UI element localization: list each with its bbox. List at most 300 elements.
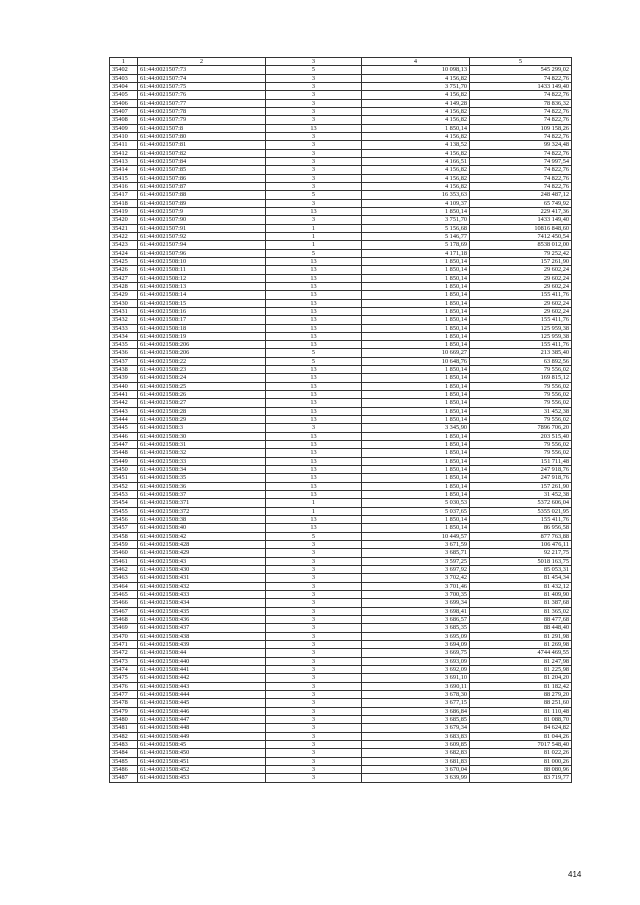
table-cell: 92 217,75 (470, 549, 572, 557)
table-cell: 61:44:0021508:14 (138, 291, 266, 299)
table-cell: 4744 469,55 (470, 649, 572, 657)
table-cell: 79 556,02 (470, 382, 572, 390)
table-cell: 3 686,57 (362, 615, 470, 623)
table-cell: 61:44:0021508:429 (138, 549, 266, 557)
table-cell: 3 677,15 (362, 699, 470, 707)
table-row (110, 216, 572, 224)
table-row (110, 416, 572, 424)
table-cell: 86 956,58 (470, 524, 572, 532)
table-cell: 61:44:0021508:432 (138, 582, 266, 590)
table-cell: 35418 (110, 199, 138, 207)
table-cell: 61:44:0021508:15 (138, 299, 266, 307)
table-row (110, 532, 572, 540)
table-row (110, 441, 572, 449)
table-cell: 29 602,24 (470, 274, 572, 282)
table-cell: 35411 (110, 141, 138, 149)
table-cell: 61:44:0021508:443 (138, 682, 266, 690)
table-cell: 79 556,02 (470, 399, 572, 407)
table-cell: 3 690,11 (362, 682, 470, 690)
table-cell: 81 022,26 (470, 749, 572, 757)
table-cell: 3 (266, 91, 362, 99)
table-cell: 155 411,76 (470, 341, 572, 349)
table-row (110, 507, 572, 515)
table-cell: 61:44:0021508:43 (138, 557, 266, 565)
table-cell: 1 850,14 (362, 407, 470, 415)
table-row (110, 124, 572, 132)
table-cell: 13 (266, 441, 362, 449)
table-cell: 35422 (110, 232, 138, 240)
table-cell: 81 365,02 (470, 607, 572, 615)
table-cell: 61:44:0021508:450 (138, 749, 266, 757)
table-cell: 5 178,69 (362, 241, 470, 249)
table-row (110, 374, 572, 382)
table-row (110, 432, 572, 440)
table-row (110, 482, 572, 490)
table-cell: 3 (266, 182, 362, 190)
table-row (110, 274, 572, 282)
table-cell: 61:44:0021508:19 (138, 332, 266, 340)
table-cell: 10 669,27 (362, 349, 470, 357)
table-cell: 3 (266, 715, 362, 723)
table-cell: 13 (266, 382, 362, 390)
table-cell: 3 (266, 699, 362, 707)
table-cell: 3 (266, 74, 362, 82)
table-cell: 1 850,14 (362, 324, 470, 332)
table-cell: 3 345,90 (362, 424, 470, 432)
table-cell: 13 (266, 374, 362, 382)
table-cell: 1 850,14 (362, 307, 470, 315)
table-row (110, 740, 572, 748)
table-row (110, 724, 572, 732)
table-row (110, 491, 572, 499)
table-cell: 35472 (110, 649, 138, 657)
table-cell: 35448 (110, 449, 138, 457)
table-cell: 3 (266, 615, 362, 623)
table-cell: 1 850,14 (362, 299, 470, 307)
table-header-row (110, 58, 572, 66)
table-cell: 35452 (110, 482, 138, 490)
table-cell: 106 476,11 (470, 541, 572, 549)
table-cell: 35440 (110, 382, 138, 390)
table-cell: 3 (266, 732, 362, 740)
table-cell: 61:44:0021507:77 (138, 99, 266, 107)
table-cell: 13 (266, 449, 362, 457)
table-row (110, 232, 572, 240)
table-row (110, 715, 572, 723)
table-row (110, 266, 572, 274)
table-cell: 61:44:0021508:434 (138, 599, 266, 607)
table-cell: 61:44:0021508:451 (138, 757, 266, 765)
table-cell: 81 291,98 (470, 632, 572, 640)
table-row (110, 449, 572, 457)
table-cell: 35435 (110, 341, 138, 349)
table-cell: 61:44:0021508:25 (138, 382, 266, 390)
table-cell: 35438 (110, 366, 138, 374)
table-cell: 7412 450,54 (470, 232, 572, 240)
table-cell: 61:44:0021508:16 (138, 307, 266, 315)
table-cell: 3 694,09 (362, 640, 470, 648)
table-row (110, 132, 572, 140)
table-cell: 35412 (110, 149, 138, 157)
table-cell: 1 850,14 (362, 466, 470, 474)
table-row (110, 640, 572, 648)
table-cell: 61:44:0021508:13 (138, 282, 266, 290)
table-cell: 35487 (110, 774, 138, 782)
table-cell: 1 850,14 (362, 482, 470, 490)
table-row (110, 257, 572, 265)
table-cell: 3 692,09 (362, 665, 470, 673)
table-row (110, 632, 572, 640)
table-cell: 61:44:0021507:8 (138, 124, 266, 132)
table-cell: 3 685,85 (362, 715, 470, 723)
table-cell: 3 (266, 665, 362, 673)
table-cell: 13 (266, 457, 362, 465)
table-row (110, 624, 572, 632)
table-row (110, 524, 572, 532)
table-cell: 3 (266, 149, 362, 157)
table-cell: 35451 (110, 474, 138, 482)
table-cell: 13 (266, 316, 362, 324)
table-cell: 61:44:0021508:3 (138, 424, 266, 432)
table-cell: 35409 (110, 124, 138, 132)
table-cell: 4 156,82 (362, 166, 470, 174)
table-cell: 1 (266, 241, 362, 249)
table-cell: 61:44:0021507:80 (138, 132, 266, 140)
table-cell: 13 (266, 207, 362, 215)
table-cell: 81 182,42 (470, 682, 572, 690)
table-cell: 74 822,76 (470, 107, 572, 115)
table-cell: 61:44:0021508:33 (138, 457, 266, 465)
table-cell: 4 166,51 (362, 157, 470, 165)
table-cell: 35402 (110, 66, 138, 74)
table-cell: 4 138,52 (362, 141, 470, 149)
table-cell: 35456 (110, 516, 138, 524)
table-cell: 7896 706,20 (470, 424, 572, 432)
table-cell: 5 (266, 249, 362, 257)
table-cell: 35433 (110, 324, 138, 332)
table-cell: 61:44:0021508:26 (138, 391, 266, 399)
table-row (110, 282, 572, 290)
table-cell: 7017 548,40 (470, 740, 572, 748)
table-row (110, 366, 572, 374)
table-cell: 61:44:0021508:35 (138, 474, 266, 482)
table-cell: 35405 (110, 91, 138, 99)
table-cell: 61:44:0021508:28 (138, 407, 266, 415)
table-cell: 61:44:0021507:91 (138, 224, 266, 232)
table-cell: 3 686,84 (362, 707, 470, 715)
table-cell: 3 679,34 (362, 724, 470, 732)
table-cell: 35441 (110, 391, 138, 399)
table-cell: 74 822,76 (470, 149, 572, 157)
table-cell: 88 477,68 (470, 615, 572, 623)
table-cell: 61:44:0021508:27 (138, 399, 266, 407)
table-cell: 61:44:0021508:38 (138, 516, 266, 524)
table-cell: 35462 (110, 566, 138, 574)
table-cell: 29 602,24 (470, 299, 572, 307)
table-cell: 3 (266, 199, 362, 207)
table-cell: 35480 (110, 715, 138, 723)
table-cell: 35453 (110, 491, 138, 499)
table-cell: 61:44:0021508:11 (138, 266, 266, 274)
table-cell: 3 (266, 116, 362, 124)
table-cell: 61:44:0021507:96 (138, 249, 266, 257)
table-cell: 3 (266, 649, 362, 657)
table-cell: 61:44:0021508:446 (138, 707, 266, 715)
table-row (110, 407, 572, 415)
table-cell: 4 156,82 (362, 91, 470, 99)
table-row (110, 357, 572, 365)
table-cell: 35404 (110, 82, 138, 90)
table-cell: 3 669,75 (362, 649, 470, 657)
table-cell: 3 695,09 (362, 632, 470, 640)
table-row (110, 91, 572, 99)
table-cell: 61:44:0021508:438 (138, 632, 266, 640)
table-cell: 4 156,82 (362, 182, 470, 190)
table-cell: 248 487,12 (470, 191, 572, 199)
table-cell: 61:44:0021508:34 (138, 466, 266, 474)
table-cell: 4 156,82 (362, 74, 470, 82)
table-row (110, 574, 572, 582)
table-cell: 1 850,14 (362, 432, 470, 440)
table-cell: 61:44:0021507:86 (138, 174, 266, 182)
table-cell: 1 850,14 (362, 524, 470, 532)
table-row (110, 690, 572, 698)
table-cell: 35463 (110, 574, 138, 582)
table-cell: 79 556,02 (470, 391, 572, 399)
table-cell: 4 156,82 (362, 132, 470, 140)
table-row (110, 99, 572, 107)
table-cell: 61:44:0021507:78 (138, 107, 266, 115)
table-cell: 61:44:0021508:40 (138, 524, 266, 532)
table-cell: 13 (266, 299, 362, 307)
table-cell: 61:44:0021508:24 (138, 374, 266, 382)
table-row (110, 774, 572, 782)
table-cell: 247 918,76 (470, 474, 572, 482)
table-cell: 3 685,71 (362, 549, 470, 557)
table-cell: 35473 (110, 657, 138, 665)
table-cell: 1 850,14 (362, 316, 470, 324)
table-row (110, 399, 572, 407)
table-cell: 88 080,96 (470, 765, 572, 773)
table-cell: 61:44:0021508:442 (138, 674, 266, 682)
table-cell: 79 252,42 (470, 249, 572, 257)
table-cell: 35476 (110, 682, 138, 690)
table-cell: 35458 (110, 532, 138, 540)
table-row (110, 615, 572, 623)
table-cell: 155 411,76 (470, 516, 572, 524)
table-cell: 10 098,13 (362, 66, 470, 74)
table-cell: 3 (266, 765, 362, 773)
table-cell: 1433 149,40 (470, 216, 572, 224)
table-cell: 61:44:0021508:445 (138, 699, 266, 707)
table-cell: 3 (266, 557, 362, 565)
table-cell: 3 678,30 (362, 690, 470, 698)
table-cell: 3 (266, 640, 362, 648)
table-cell: 13 (266, 282, 362, 290)
table-cell: 13 (266, 399, 362, 407)
table-cell: 3 (266, 632, 362, 640)
column-header: 2 (138, 58, 266, 66)
table-row (110, 657, 572, 665)
table-cell: 203 515,40 (470, 432, 572, 440)
table-cell: 35406 (110, 99, 138, 107)
table-cell: 35437 (110, 357, 138, 365)
table-cell: 155 411,76 (470, 291, 572, 299)
table-cell: 3 (266, 99, 362, 107)
table-row (110, 591, 572, 599)
table-cell: 35410 (110, 132, 138, 140)
table-cell: 13 (266, 416, 362, 424)
table-row (110, 516, 572, 524)
table-cell: 3 702,42 (362, 574, 470, 582)
table-row (110, 382, 572, 390)
table-cell: 35482 (110, 732, 138, 740)
table-cell: 61:44:0021508:437 (138, 624, 266, 632)
table-cell: 61:44:0021507:87 (138, 182, 266, 190)
table-cell: 3 701,46 (362, 582, 470, 590)
table-cell: 61:44:0021508:32 (138, 449, 266, 457)
table-row (110, 182, 572, 190)
column-header: 4 (362, 58, 470, 66)
table-cell: 13 (266, 124, 362, 132)
table-cell: 1 850,14 (362, 391, 470, 399)
table-cell: 3 683,83 (362, 732, 470, 740)
table-cell: 1 850,14 (362, 449, 470, 457)
table-cell: 35429 (110, 291, 138, 299)
table-cell: 61:44:0021508:42 (138, 532, 266, 540)
table-cell: 35450 (110, 466, 138, 474)
table-row (110, 241, 572, 249)
table-cell: 1 850,14 (362, 124, 470, 132)
table-cell: 61:44:0021507:81 (138, 141, 266, 149)
table-cell: 81 247,98 (470, 657, 572, 665)
table-cell: 3 693,09 (362, 657, 470, 665)
table-cell: 61:44:0021508:36 (138, 482, 266, 490)
table-cell: 35468 (110, 615, 138, 623)
table-cell: 4 149,28 (362, 99, 470, 107)
table-cell: 13 (266, 257, 362, 265)
table-row (110, 391, 572, 399)
table-cell: 61:44:0021508:431 (138, 574, 266, 582)
table-cell: 74 822,76 (470, 132, 572, 140)
table-cell: 61:44:0021507:92 (138, 232, 266, 240)
table-cell: 1 850,14 (362, 274, 470, 282)
table-cell: 169 815,12 (470, 374, 572, 382)
table-cell: 35484 (110, 749, 138, 757)
table-cell: 3 (266, 707, 362, 715)
table-cell: 5 (266, 349, 362, 357)
table-row (110, 316, 572, 324)
table-cell: 35432 (110, 316, 138, 324)
table-cell: 35454 (110, 499, 138, 507)
table-cell: 74 822,76 (470, 166, 572, 174)
table-cell: 13 (266, 407, 362, 415)
table-cell: 74 997,54 (470, 157, 572, 165)
table-cell: 35443 (110, 407, 138, 415)
table-cell: 29 602,24 (470, 266, 572, 274)
table-cell: 81 409,90 (470, 591, 572, 599)
table-row (110, 157, 572, 165)
table-cell: 61:44:0021508:12 (138, 274, 266, 282)
table-cell: 61:44:0021507:82 (138, 149, 266, 157)
table-cell: 1 850,14 (362, 516, 470, 524)
table-cell: 35478 (110, 699, 138, 707)
table-cell: 5 146,77 (362, 232, 470, 240)
table-cell: 35477 (110, 690, 138, 698)
table-cell: 81 454,34 (470, 574, 572, 582)
table-row (110, 174, 572, 182)
table-cell: 229 417,36 (470, 207, 572, 215)
table-row (110, 299, 572, 307)
table-cell: 3 681,83 (362, 757, 470, 765)
table-cell: 3 (266, 749, 362, 757)
table-cell: 61:44:0021507:79 (138, 116, 266, 124)
table-cell: 35486 (110, 765, 138, 773)
table-cell: 1 (266, 499, 362, 507)
table-cell: 3 (266, 740, 362, 748)
table-cell: 1 850,14 (362, 266, 470, 274)
table-cell: 35420 (110, 216, 138, 224)
table-cell: 61:44:0021508:436 (138, 615, 266, 623)
table-cell: 61:44:0021508:453 (138, 774, 266, 782)
table-cell: 35426 (110, 266, 138, 274)
table-cell: 4 171,18 (362, 249, 470, 257)
table-row (110, 107, 572, 115)
table-cell: 35430 (110, 299, 138, 307)
table-cell: 35431 (110, 307, 138, 315)
table-cell: 1 850,14 (362, 257, 470, 265)
table-row (110, 682, 572, 690)
table-cell: 35464 (110, 582, 138, 590)
table-cell: 35436 (110, 349, 138, 357)
table-cell: 88 251,60 (470, 699, 572, 707)
table-cell: 3 (266, 582, 362, 590)
table-cell: 61:44:0021507:88 (138, 191, 266, 199)
table-row (110, 457, 572, 465)
table-cell: 3 (266, 657, 362, 665)
table-row (110, 291, 572, 299)
table-cell: 3 698,41 (362, 607, 470, 615)
table-cell: 61:44:0021507:94 (138, 241, 266, 249)
table-cell: 61:44:0021508:433 (138, 591, 266, 599)
table-cell: 35470 (110, 632, 138, 640)
table-cell: 61:44:0021507:76 (138, 91, 266, 99)
table-cell: 13 (266, 524, 362, 532)
table-cell: 61:44:0021508:31 (138, 441, 266, 449)
table-row (110, 749, 572, 757)
table-cell: 5 (266, 357, 362, 365)
table-cell: 5 030,53 (362, 499, 470, 507)
table-row (110, 499, 572, 507)
table-row (110, 557, 572, 565)
table-row (110, 674, 572, 682)
table-cell: 61:44:0021508:10 (138, 257, 266, 265)
table-cell: 877 763,88 (470, 532, 572, 540)
table-cell: 61:44:0021508:441 (138, 665, 266, 673)
table-cell: 3 (266, 82, 362, 90)
table-cell: 3 (266, 774, 362, 782)
table-cell: 3 (266, 157, 362, 165)
table-row (110, 324, 572, 332)
table-cell: 35416 (110, 182, 138, 190)
table-cell: 3 (266, 674, 362, 682)
table-cell: 61:44:0021508:371 (138, 499, 266, 507)
table-cell: 61:44:0021508:428 (138, 541, 266, 549)
table-cell: 74 822,76 (470, 174, 572, 182)
table-row (110, 541, 572, 549)
table-cell: 3 (266, 574, 362, 582)
table-cell: 81 432,12 (470, 582, 572, 590)
